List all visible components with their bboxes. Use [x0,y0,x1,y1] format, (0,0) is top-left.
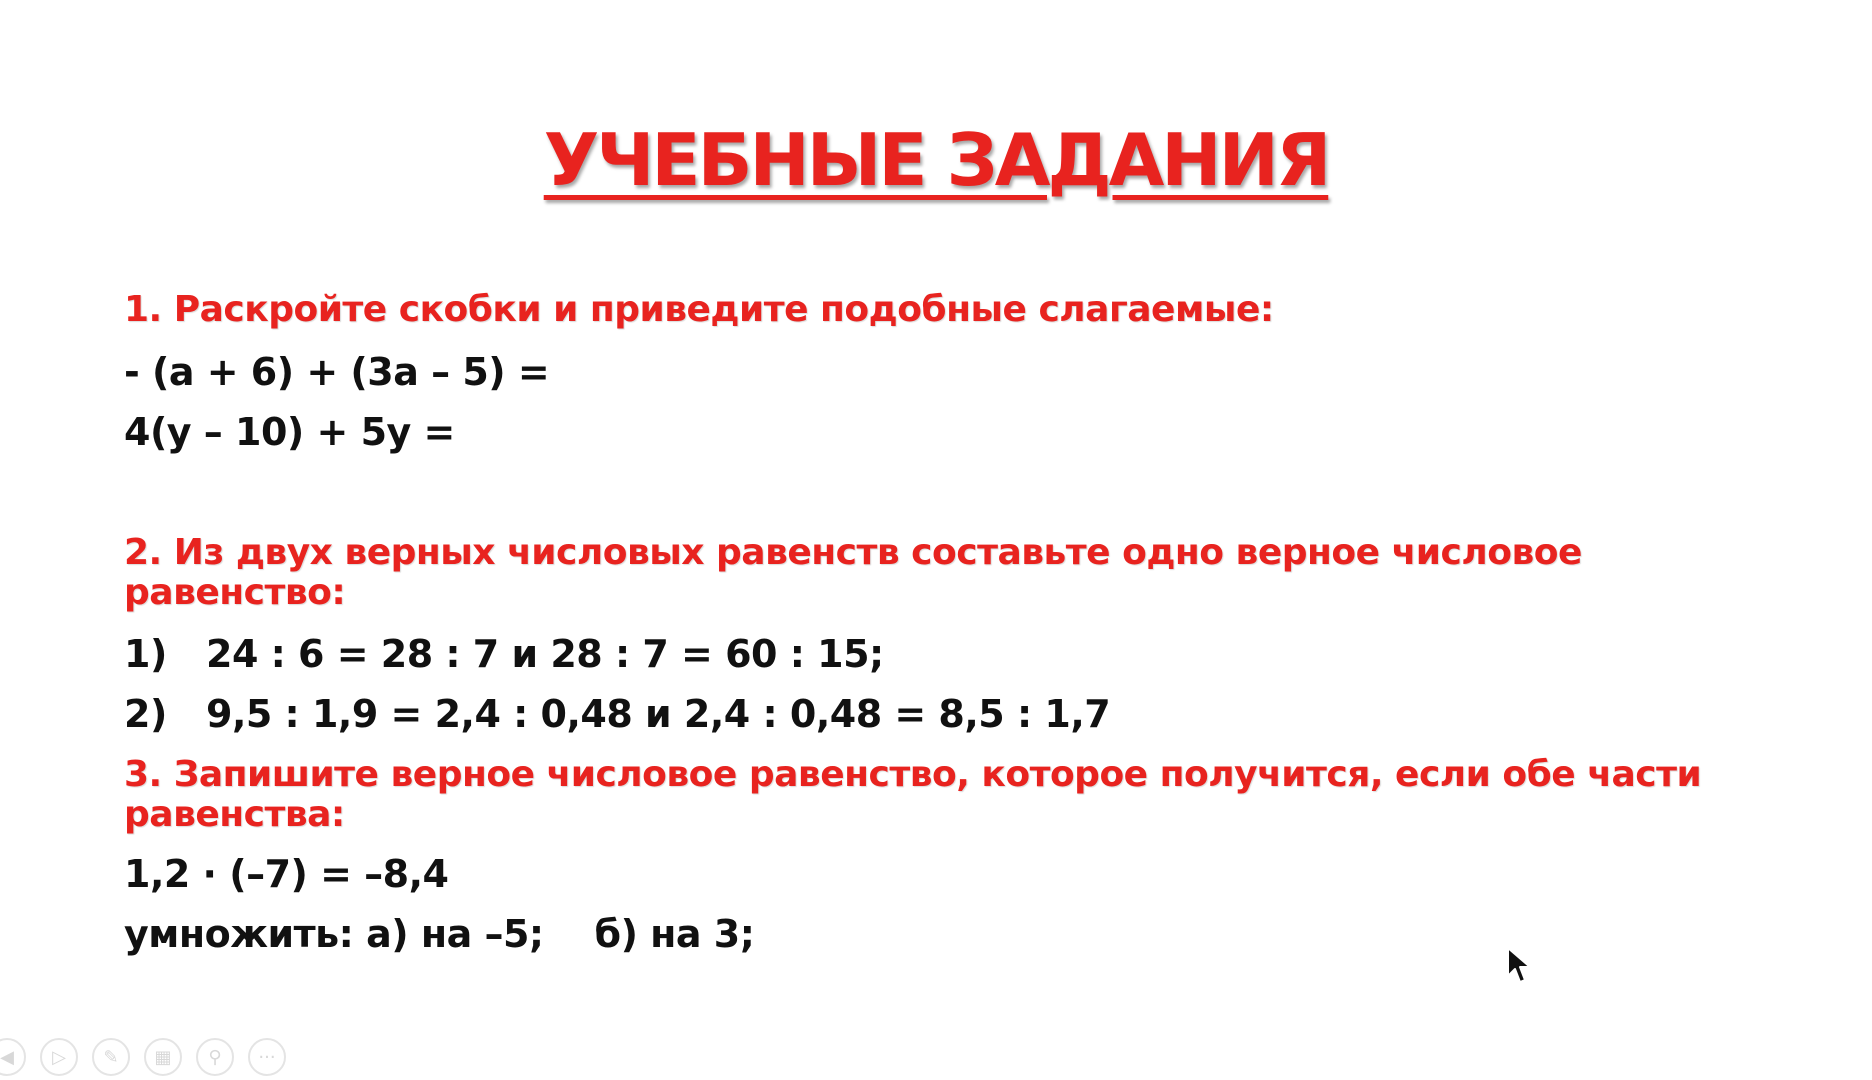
task2-heading-line1: 2. Из двух верных числовых равенств составьте одно верное числовое [124,532,1582,573]
task2-heading-line2: равенство: [124,572,346,613]
slide-title: УЧЕБНЫЕ ЗАДАНИЯ [543,118,1329,202]
prev-icon[interactable]: ◀ [0,1038,26,1076]
task3-heading-line2: равенства: [124,794,345,835]
pen-icon[interactable]: ✎ [92,1038,130,1076]
task2-item-1 [124,632,884,676]
task2-item-2-number: 2) [124,692,167,736]
presentation-toolbar [0,1038,286,1076]
task1-heading: 1. Раскройте скобки и приведите подобные слагаемые: [124,289,1274,330]
task3-instruction: умножить: а) на –5; б) на 3; [124,912,755,956]
task2-item-1-text: 24 : 6 = 28 : 7 и 28 : 7 = 60 : 15; [206,632,884,676]
task3-heading-line1: 3. Запишите верное числовое равенство, которое получится, если обе части [124,754,1702,795]
play-icon[interactable]: ▷ [40,1038,78,1076]
task2-item-2-text: 9,5 : 1,9 = 2,4 : 0,48 и 2,4 : 0,48 = 8,5 : 1,7 [206,692,1111,736]
task2-item-1-number: 1) [124,632,167,676]
zoom-icon[interactable]: ⚲ [196,1038,234,1076]
task3-equation: 1,2 · (–7) = –8,4 [124,852,449,896]
more-icon[interactable]: ··· [248,1038,286,1076]
task2-item-2 [124,692,1110,736]
mouse-cursor-icon [1506,946,1532,986]
task1-expression-2: 4(y – 10) + 5y = [124,410,455,454]
slides-icon[interactable]: ▦ [144,1038,182,1076]
task1-expression-1: - (a + 6) + (3a – 5) = [124,350,550,394]
